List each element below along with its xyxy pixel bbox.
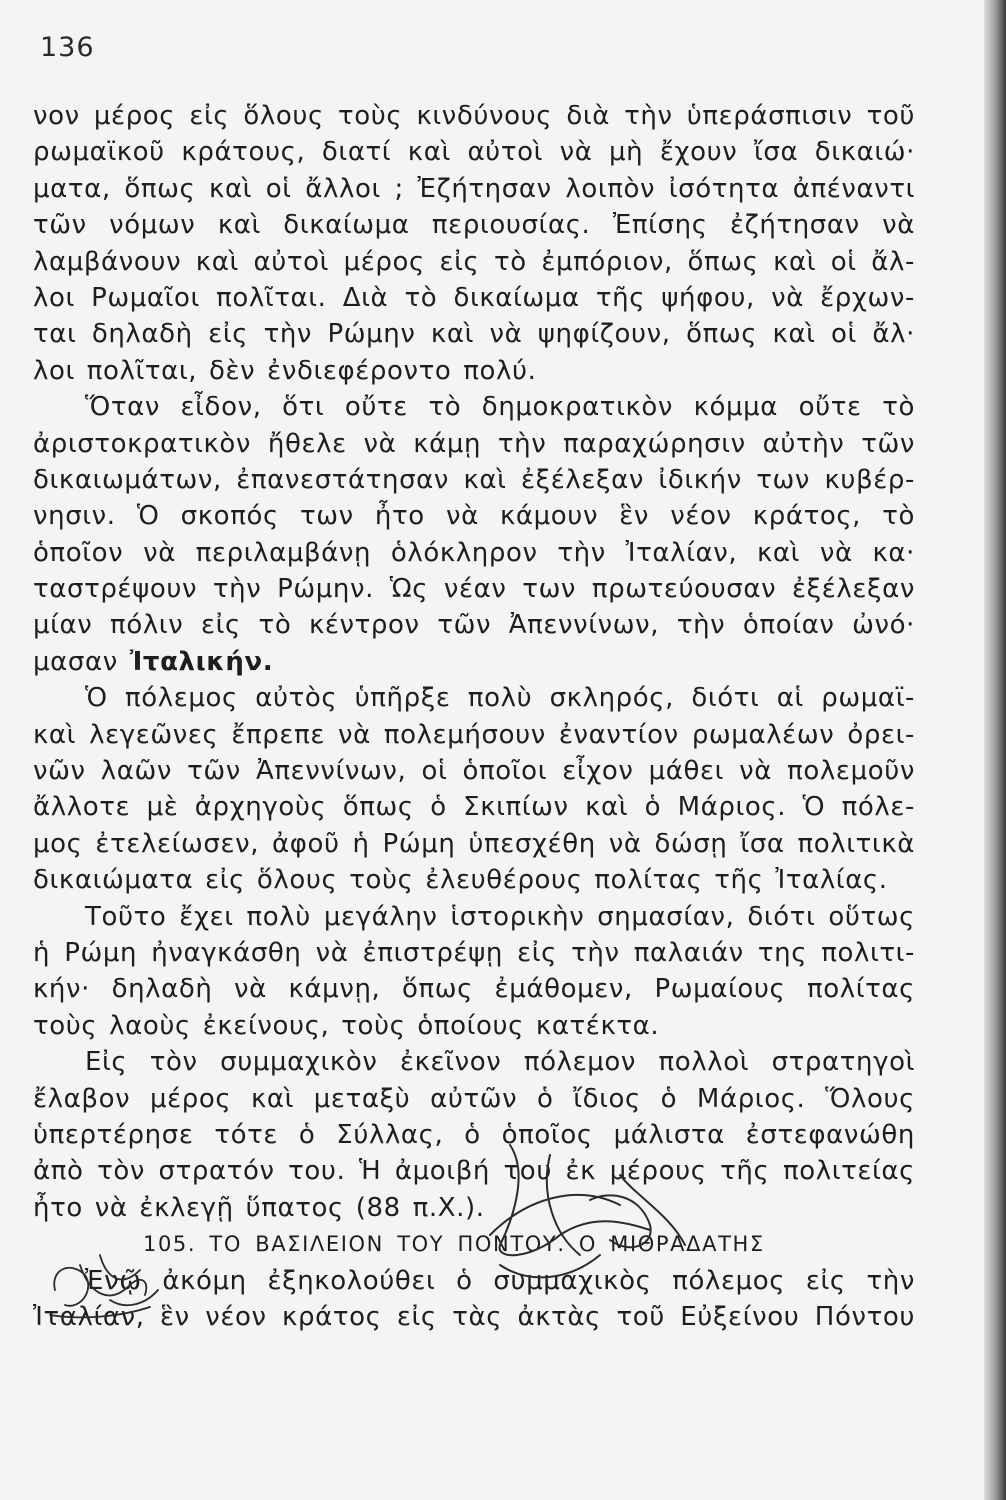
text-line: νον μέρος εἰς ὅλους τοὺς κινδύνους διὰ τὴν ὑπεράσπισιν τοῦ bbox=[33, 101, 915, 131]
text-line bbox=[33, 644, 915, 680]
text-line: μος ἐτελείωσεν, ἀφοῦ ἡ Ρώμη ὑπεσχέθη νὰ δώσῃ ἴσα πολιτικὰ bbox=[33, 828, 915, 859]
text-line: ἔλαβον μέρος καὶ μεταξὺ αὐτῶν ὁ ἴδιος ὁ Μάριος. Ὅλους bbox=[33, 1083, 915, 1114]
text-line: Ἐνῷ ἀκόμη ἐξηκολούθει ὁ συμμαχικὸς πόλεμος εἰς τὴν bbox=[85, 1265, 915, 1296]
text-line: ἀπὸ τὸν στρατόν του. Ἡ ἀμοιβή του ἐκ μέρους τῆς πολιτείας bbox=[33, 1156, 915, 1187]
text-line: δικαιωμάτων, ἐπανεστάτησαν καὶ ἐξέλεξαν ἰδικήν των κυβέρ- bbox=[33, 464, 915, 495]
text-line: καὶ λεγεῶνες ἔπρεπε νὰ πολεμήσουν ἐναντίον ρωμαλέων ὀρει- bbox=[33, 719, 915, 750]
text-line: ταστρέψουν τὴν Ρώμην. Ὡς νέαν των πρωτεύουσαν ἐξέλεξαν bbox=[33, 574, 915, 605]
text-line: λοι Ρωμαῖοι πολῖται. Διὰ τὸ δικαίωμα τῆς ψήφου, νὰ ἔρχων- bbox=[33, 282, 915, 313]
page-edge bbox=[984, 0, 1006, 1500]
text-line: λαμβάνουν καὶ αὐτοὶ μέρος εἰς τὸ ἐμπόριον, ὅπως καὶ οἱ ἄλ- bbox=[33, 246, 915, 277]
text-line: τῶν νόμων καὶ δικαίωμα περιουσίας. Ἐπίσης ἐζήτησαν νὰ bbox=[33, 210, 915, 241]
text-line: Ὁ πόλεμος αὐτὸς ὑπῆρξε πολὺ σκληρός, διότι αἱ ρωμαϊ- bbox=[85, 683, 915, 714]
text-line: Ἰταλίαν, ἓν νέον κράτος εἰς τὰς ἀκτὰς τοῦ Εὐξείνου Πόντου bbox=[33, 1301, 915, 1332]
text-line: Εἰς τὸν συμμαχικὸν ἐκεῖνον πόλεμον πολλοὶ στρατηγοὶ bbox=[85, 1047, 915, 1078]
text-line: ἀριστοκρατικὸν ἤθελε νὰ κάμῃ τὴν παραχώρησιν αὐτὴν τῶν bbox=[33, 428, 915, 459]
text-line: ἡ Ρώμη ἠναγκάσθη νὰ ἐπιστρέψῃ εἰς τὴν παλαιάν της πολιτι- bbox=[33, 937, 915, 968]
page-number: 136 bbox=[40, 32, 95, 63]
bold-word: Ἰταλικήν. bbox=[129, 646, 274, 677]
text-line: μίαν πόλιν εἰς τὸ κέντρον τῶν Ἀπεννίνων, τὴν ὁποίαν ὠνό· bbox=[33, 610, 915, 641]
text-line: ται δηλαδὴ εἰς τὴν Ρώμην καὶ νὰ ψηφίζουν, ὅπως καὶ οἱ ἄλ· bbox=[33, 319, 915, 350]
text-line: τοὺς λαοὺς ἐκείνους, τοὺς ὁποίους κατέκτα. bbox=[33, 1010, 660, 1041]
text-line: Τοῦτο ἔχει πολὺ μεγάλην ἱστορικὴν σημασίαν, διότι οὕτως bbox=[85, 901, 915, 932]
text-line: δικαιώματα εἰς ὅλους τοὺς ἐλευθέρους πολίτας τῆς Ἰταλίας. bbox=[33, 865, 888, 896]
text-line: ὑπερτέρησε τότε ὁ Σύλλας, ὁ ὁποῖος μάλιστα ἐστεφανώθη bbox=[33, 1119, 915, 1150]
text-line: νησιν. Ὁ σκοπός των ἦτο νὰ κάμουν ἓν νέον κράτος, τὸ bbox=[33, 501, 915, 532]
text-line: νῶν λαῶν τῶν Ἀπεννίνων, οἱ ὁποῖοι εἶχον μάθει νὰ πολεμοῦν bbox=[33, 756, 915, 787]
text-line: λοι πολῖται, δὲν ἐνδιεφέροντο πολύ. bbox=[33, 355, 537, 386]
text-fragment: μασαν bbox=[33, 646, 118, 677]
body-text bbox=[33, 98, 915, 1335]
text-line: Ὅταν εἶδον, ὅτι οὔτε τὸ δημοκρατικὸν κόμμα οὔτε τὸ bbox=[85, 392, 915, 423]
text-line: ἦτο νὰ ἐκλεγῇ ὕπατος (88 π.Χ.). bbox=[33, 1192, 485, 1223]
text-line: ἄλλοτε μὲ ἀρχηγοὺς ὅπως ὁ Σκιπίων καὶ ὁ Μάριος. Ὁ πόλε- bbox=[33, 792, 915, 823]
text-line: ὁποῖον νὰ περιλαμβάνῃ ὁλόκληρον τὴν Ἰταλίαν, καὶ νὰ κα· bbox=[33, 537, 915, 568]
text-line: ρωμαϊκοῦ κράτους, διατί καὶ αὐτοὶ νὰ μὴ ἔχουν ἴσα δικαιώ· bbox=[33, 137, 915, 168]
text-line: ματα, ὅπως καὶ οἱ ἄλλοι ; Ἐζήτησαν λοιπὸν ἰσότητα ἀπέναντι bbox=[33, 173, 915, 204]
text-line: κήν· δηλαδὴ νὰ κάμνῃ, ὅπως ἐμάθομεν, Ρωμαίους πολίτας bbox=[33, 974, 915, 1005]
section-heading: 105. ΤΟ ΒΑΣΙΛΕΙΟΝ ΤΟΥ ΠΟΝΤΟΥ. Ο ΜΙΘΡΑΔΑΤΗΣ bbox=[143, 1232, 765, 1257]
